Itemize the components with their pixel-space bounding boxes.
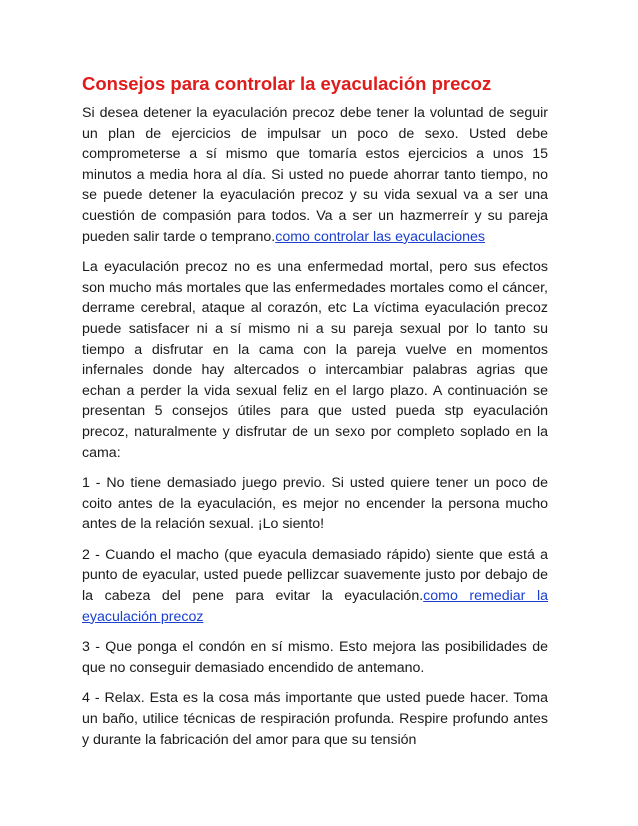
paragraph-1 xyxy=(82,103,548,247)
paragraph-tip-4-text: 4 - Relax. Esta es la cosa más importante que usted puede hacer. Toma un baño, utilice técnicas de respiración profunda. Respire profundo antes y durante la fabricación del amor para que su tensión xyxy=(82,690,548,748)
paragraph-tip-3-text: 3 - Que ponga el condón en sí mismo. Esto mejora las posibilidades de que no conseguir demasiado encendido de antemano. xyxy=(82,639,548,676)
paragraph-tip-4 xyxy=(82,688,548,750)
link-como-controlar-eyaculaciones[interactable]: como controlar las eyaculaciones xyxy=(275,228,485,245)
page-title: Consejos para controlar la eyaculación precoz xyxy=(82,73,492,94)
paragraph-tip-2-text: 2 - Cuando el macho (que eyacula demasiado rápido) siente que está a punto de eyacular, usted puede pellizcar suavemente justo por debajo de la cabeza del pene para evitar la eyaculación. xyxy=(82,546,548,605)
paragraph-2-text: La eyaculación precoz no es una enfermedad mortal, pero sus efectos son mucho más mortales que las enfermedades mortales como el cáncer, derrame cerebral, ataque al corazón, etc La víctima eyaculación precoz puede satisfacer ni a sí mismo ni a su pareja sexual por lo tanto su tiempo a disfrutar en la cama con la pareja vuelve en momentos infernales donde hay altercados o intercambiar palabras agrias que echan a perder la vida sexual feliz en el largo plazo. A continuación se presentan 5 consejos útiles para que usted pueda stp eyaculación precoz, naturalmente y disfrutar de un sexo por completo soplado en la cama: xyxy=(82,259,548,461)
document-page xyxy=(82,72,548,760)
paragraph-2 xyxy=(82,257,548,463)
paragraph-tip-2 xyxy=(82,545,548,627)
paragraph-tip-3 xyxy=(82,637,548,678)
paragraph-tip-1 xyxy=(82,473,548,535)
link-como-remediar-eyaculacion-precoz[interactable]: como remediar la eyaculación precoz xyxy=(82,588,548,625)
paragraph-1-text: Si desea detener la eyaculación precoz debe tener la voluntad de seguir un plan de ejercicios de impulsar un poco de sexo. Usted debe comprometerse a sí mismo que tomaría estos ejercicios a unos 15 minutos a media hora al día. Si usted no puede ahorrar tanto tiempo, no se puede detener la eyaculación precoz y su vida sexual va a ser una cuestión de compasión para todos. Va a ser un hazmerreír y su pareja pueden salir tarde o temprano. xyxy=(82,105,548,245)
paragraph-tip-1-text: 1 - No tiene demasiado juego previo. Si usted quiere tener un poco de coito antes de la eyaculación, es mejor no encender la persona mucho antes de la relación sexual. ¡Lo siento! xyxy=(82,475,548,533)
